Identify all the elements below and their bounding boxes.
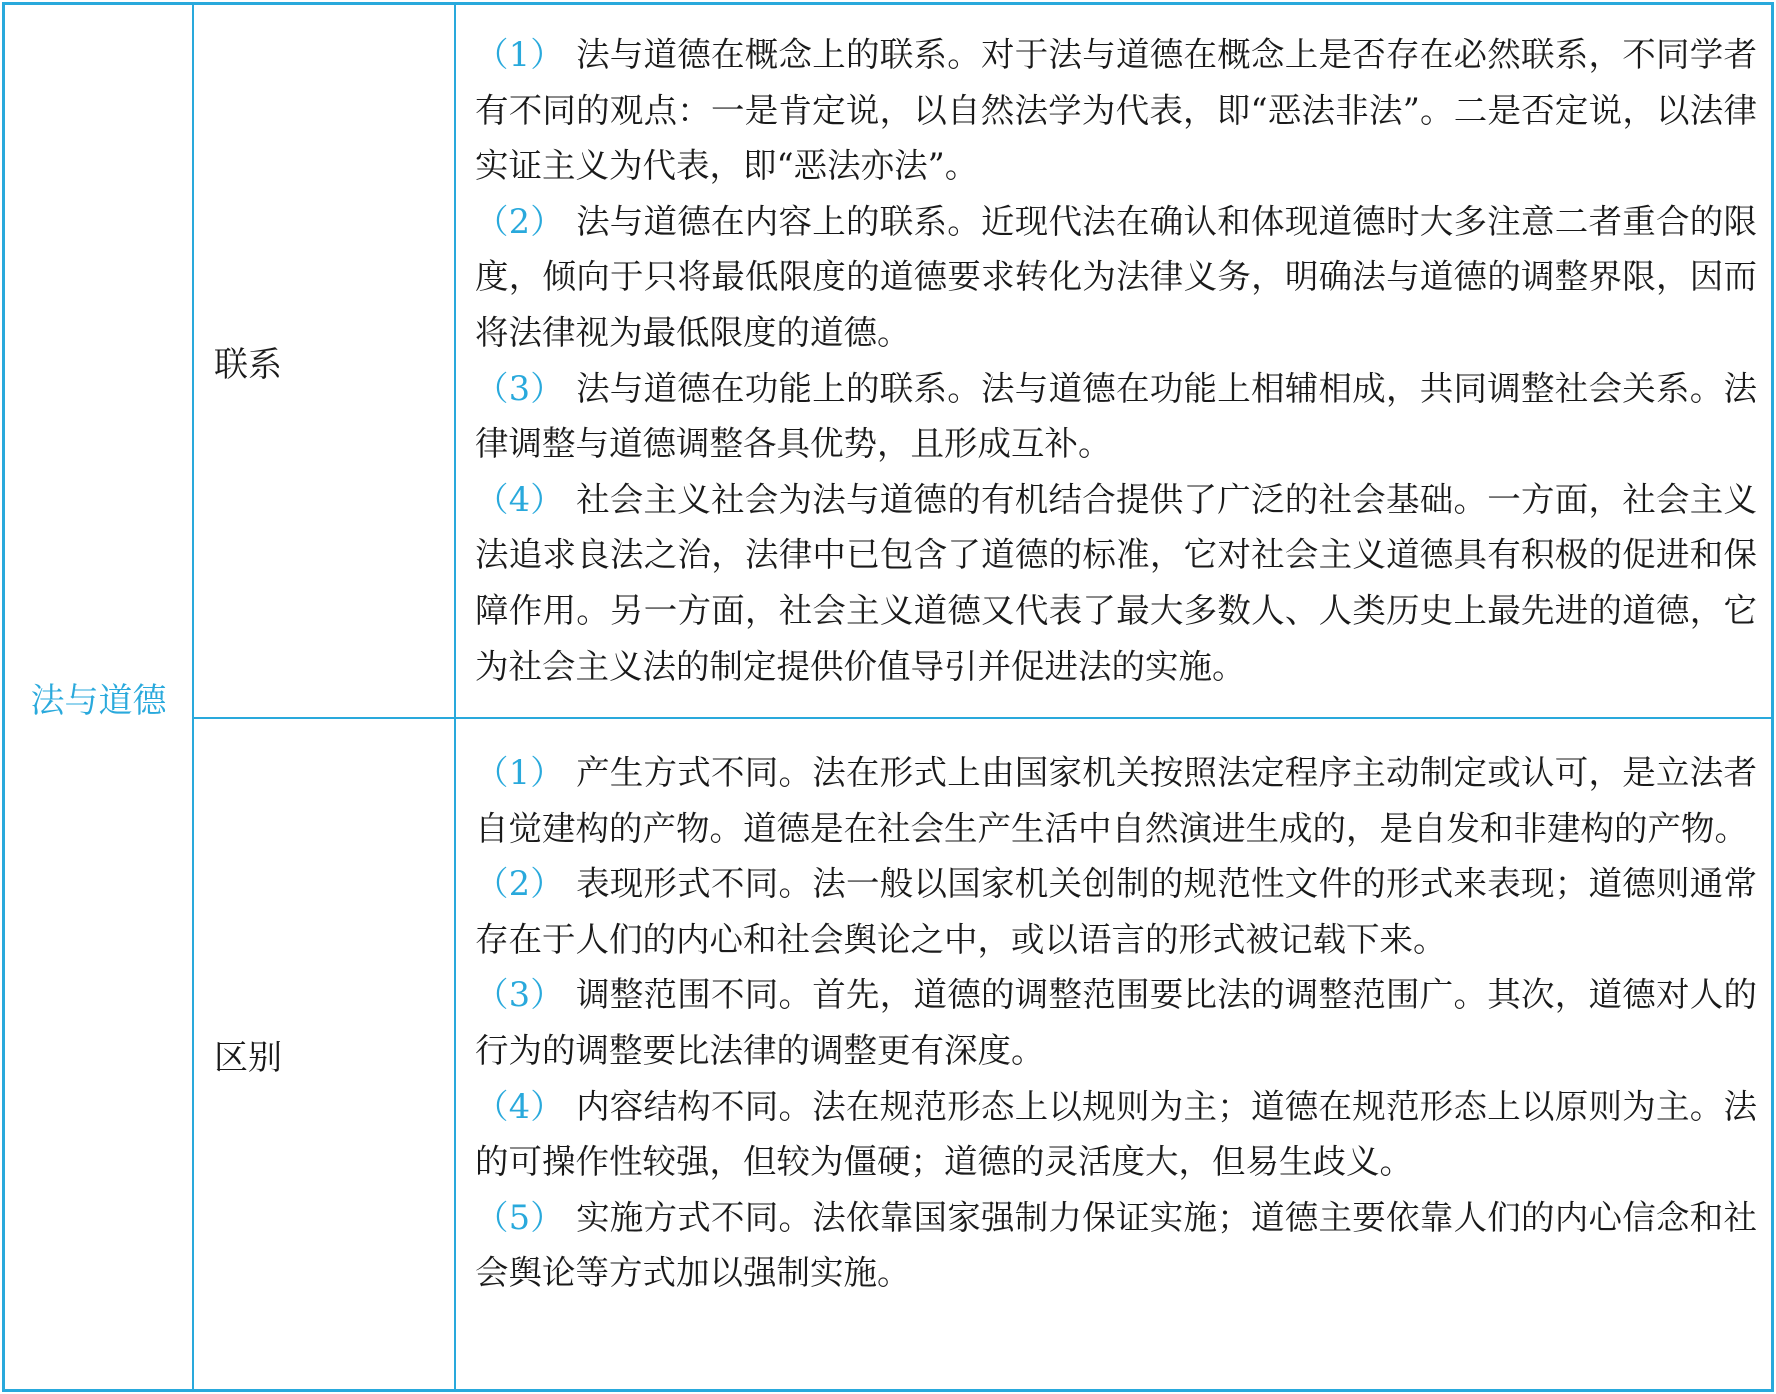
list-item bbox=[475, 1079, 1757, 1190]
item-text: 法与道德在内容上的联系。近现代法在确认和体现道德时大多注意二者重合的限度，倾向于只将最低限度的道德要求转化为法律义务，明确法与道德的调整界限，因而将法律视为最低限度的道德。 bbox=[475, 201, 1757, 352]
item-text: 实施方式不同。法依靠国家强制力保证实施；道德主要依靠人们的内心信念和社会舆论等方式加以强制实施。 bbox=[475, 1197, 1757, 1293]
item-text: 法与道德在功能上的联系。法与道德在功能上相辅相成，共同调整社会关系。法律调整与道德调整各具优势，且形成互补。 bbox=[475, 368, 1757, 464]
row-label-difference: 区别 bbox=[214, 1037, 282, 1078]
difference-content bbox=[456, 745, 1771, 1301]
item-number: （3） bbox=[475, 368, 565, 408]
item-number: （3） bbox=[475, 975, 565, 1015]
connection-content bbox=[456, 27, 1771, 694]
list-item bbox=[475, 856, 1757, 967]
item-number: （2） bbox=[475, 864, 565, 904]
item-number: （4） bbox=[475, 479, 565, 519]
item-number: （2） bbox=[475, 201, 565, 241]
topic-cell: 法与道德 bbox=[30, 680, 167, 721]
item-text: 表现形式不同。法一般以国家机关创制的规范性文件的形式来表现；道德则通常存在于人们的内心和社会舆论之中，或以语言的形式被记载下来。 bbox=[475, 864, 1757, 959]
list-item bbox=[475, 745, 1757, 856]
list-item bbox=[475, 27, 1757, 194]
list-item bbox=[475, 361, 1757, 472]
item-text: 调整范围不同。首先，道德的调整范围要比法的调整范围广。其次，道德对人的行为的调整要比法律的调整更有深度。 bbox=[475, 975, 1757, 1070]
item-text: 法与道德在概念上的联系。对于法与道德在概念上是否存在必然联系，不同学者有不同的观点：一是肯定说，以自然法学为代表，即“恶法非法”。二是否定说，以法律实证主义为代表，即“恶法亦法”。 bbox=[475, 35, 1757, 186]
comparison-table bbox=[2, 2, 1774, 1392]
list-item bbox=[475, 472, 1757, 694]
row-label-connection: 联系 bbox=[214, 344, 282, 385]
item-number: （1） bbox=[475, 753, 565, 792]
list-item bbox=[475, 1190, 1757, 1301]
list-item bbox=[475, 967, 1757, 1078]
item-number: （5） bbox=[475, 1197, 565, 1237]
item-text: 内容结构不同。法在规范形态上以规则为主；道德在规范形态上以原则为主。法的可操作性较强，但较为僵硬；道德的灵活度大，但易生歧义。 bbox=[475, 1086, 1757, 1182]
item-number: （1） bbox=[475, 35, 565, 74]
list-item bbox=[475, 194, 1757, 361]
item-text: 产生方式不同。法在形式上由国家机关按照法定程序主动制定或认可，是立法者自觉建构的产物。道德是在社会生产生活中自然演进生成的，是自发和非建构的产物。 bbox=[475, 753, 1757, 848]
item-text: 社会主义社会为法与道德的有机结合提供了广泛的社会基础。一方面，社会主义法追求良法之治，法律中已包含了道德的标准，它对社会主义道德具有积极的促进和保障作用。另一方面，社会主义道德又代表了最大多数人、人类历史上最先进的道德，它为社会主义法的制定提供价值导引并促进法的实施。 bbox=[475, 479, 1757, 686]
item-number: （4） bbox=[475, 1086, 565, 1126]
